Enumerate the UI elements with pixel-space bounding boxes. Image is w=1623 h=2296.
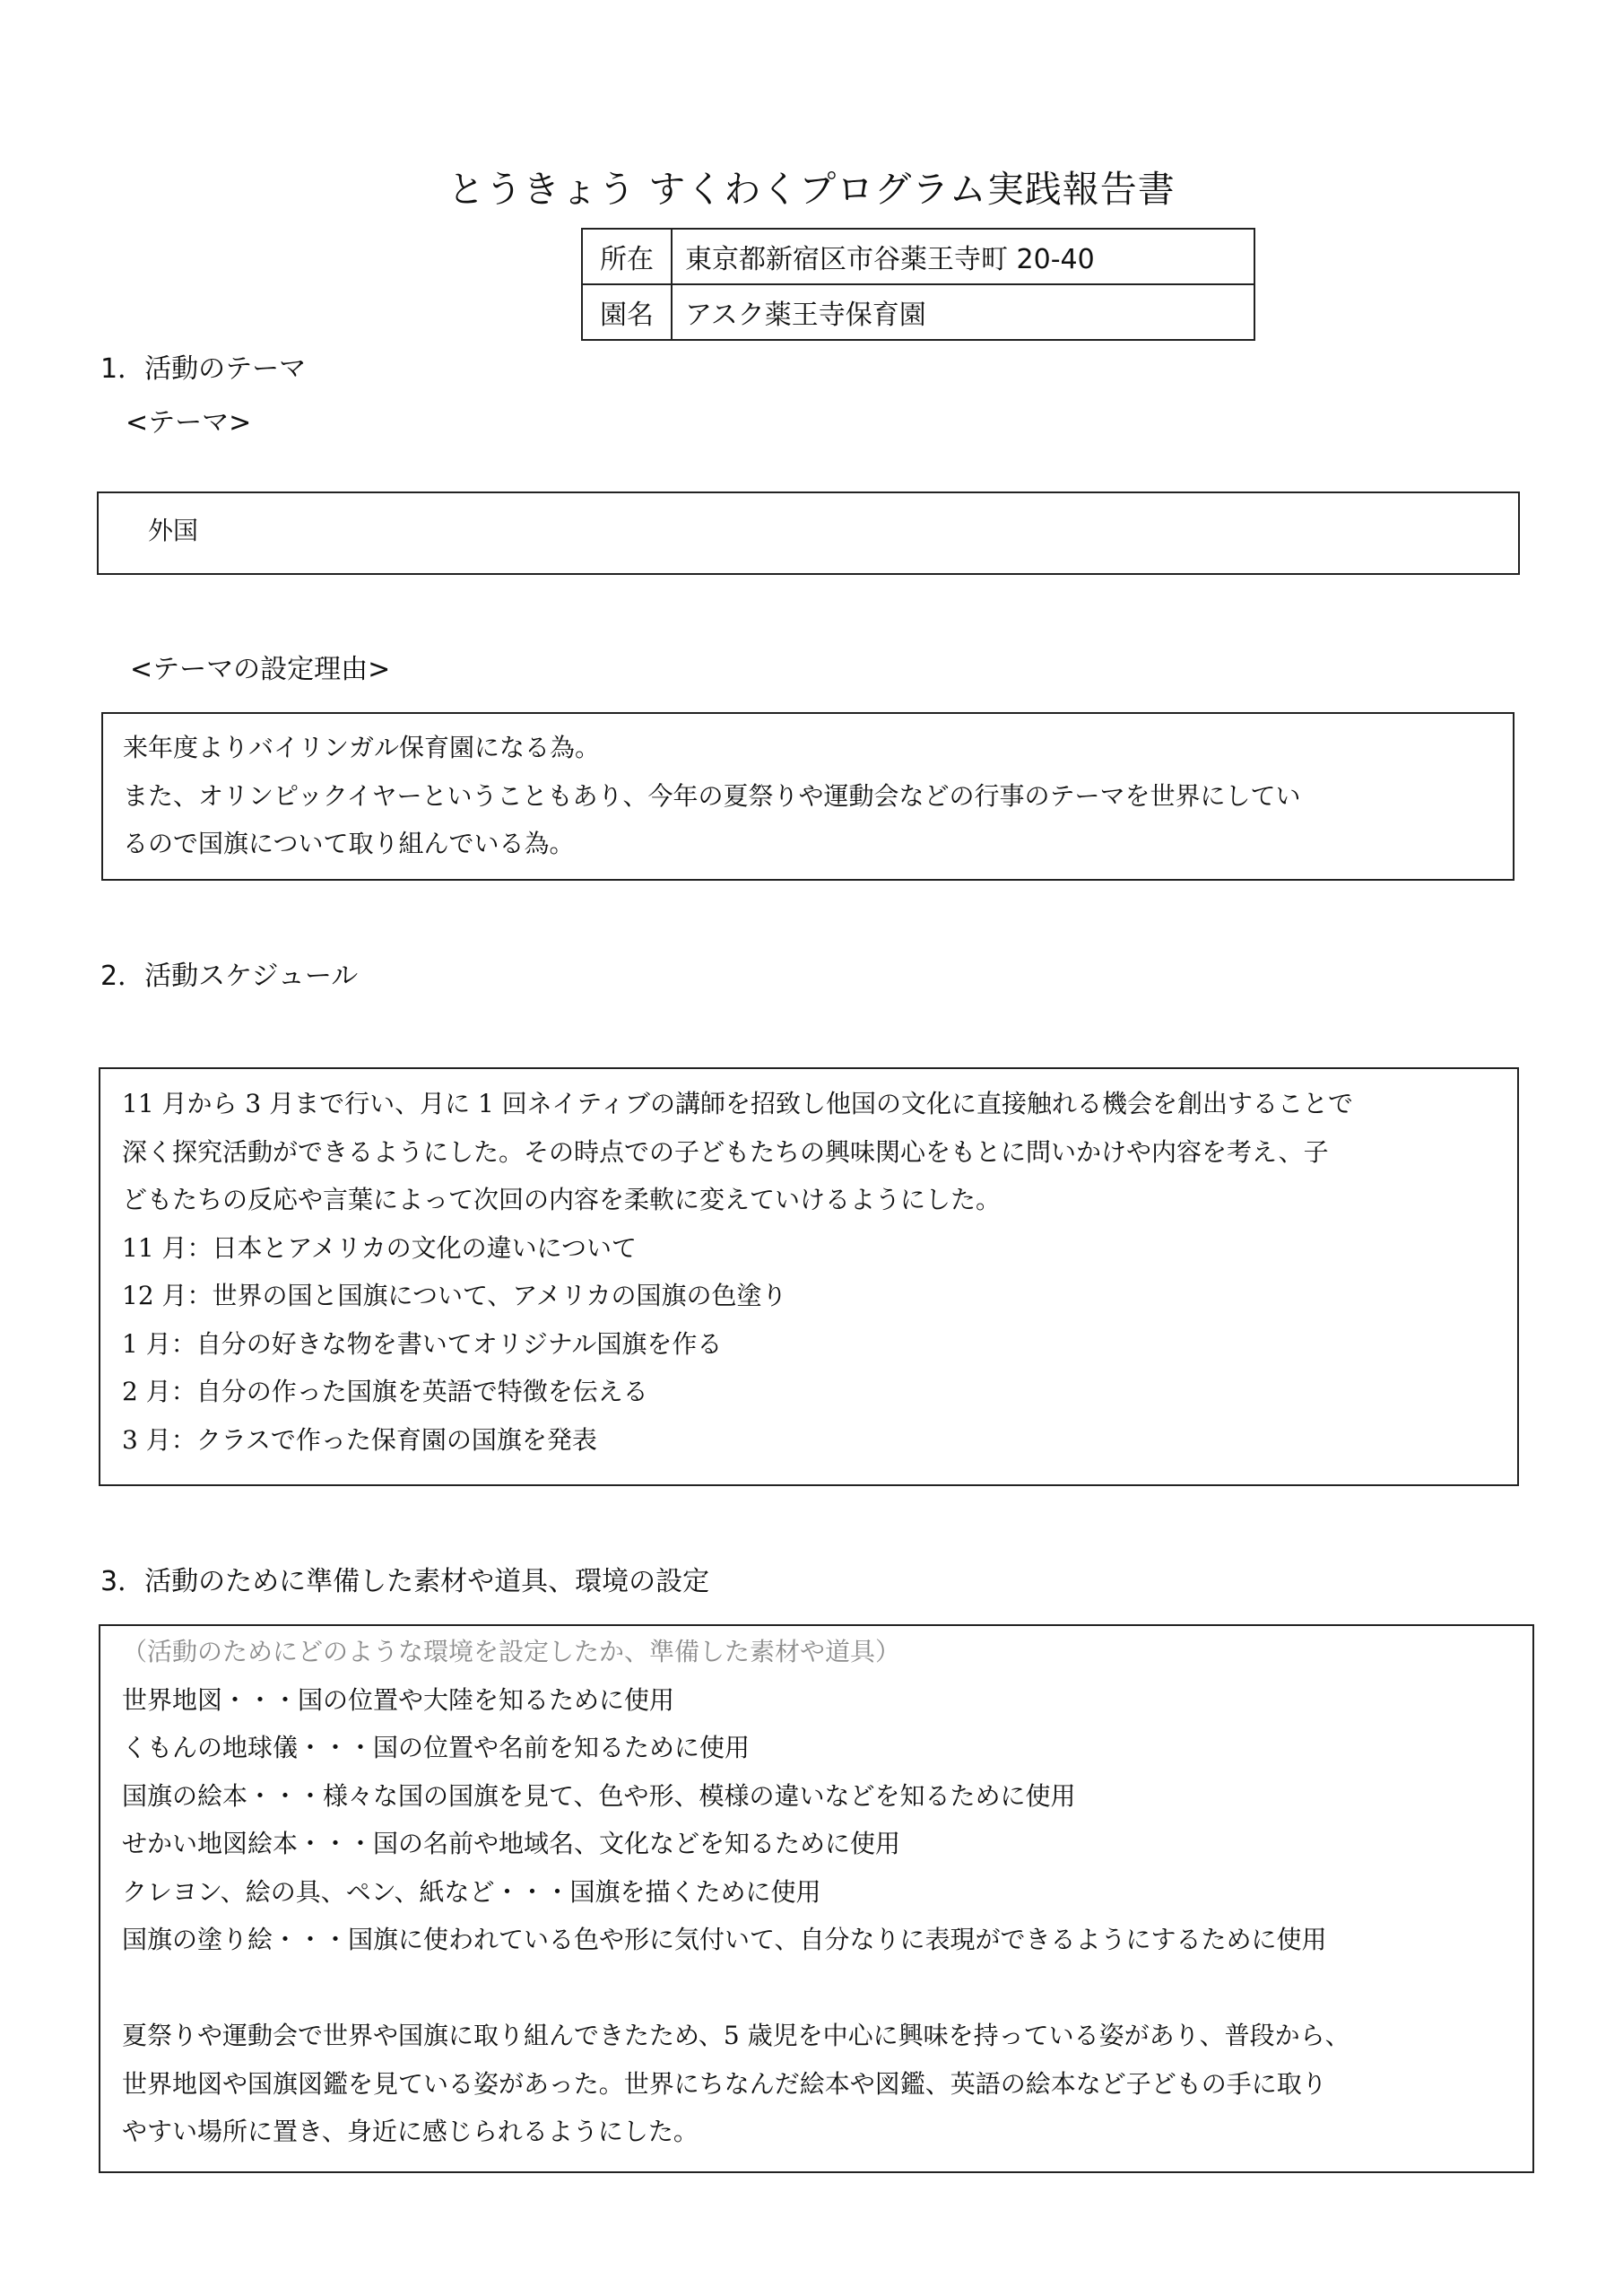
schedule-line: 12 月：世界の国と国旗について、アメリカの国旗の色塗り (122, 1281, 787, 1310)
school-name-label: 園名 (582, 284, 672, 340)
info-row-location (582, 229, 1254, 284)
materials-line: やすい場所に置き、身近に感じられるようにした。 (122, 2117, 699, 2146)
section1-heading: 1．活動のテーマ (100, 353, 307, 385)
schedule-line: 11 月：日本とアメリカの文化の違いについて (122, 1232, 638, 1263)
page-title: とうきょう すくわくプログラム実践報告書 (447, 168, 1176, 211)
reason-box (101, 712, 1515, 881)
schedule-line: 3 月：クラスで作った保育園の国旗を発表 (122, 1424, 597, 1455)
materials-line: 国旗の絵本・・・様々な国の国旗を見て、色や形、模様の違いなどを知るために使用 (122, 1780, 1076, 1811)
info-row-school (582, 284, 1254, 340)
materials-line: 世界地図・・・国の位置や大陸を知るために使用 (122, 1684, 675, 1715)
section3-heading: 3．活動のために準備した素材や道具、環境の設定 (100, 1566, 710, 1597)
materials-box (99, 1624, 1534, 2173)
materials-line: 国旗の塗り絵・・・国旗に使われている色や形に気付いて、自分なりに表現ができるようにするために使用 (122, 1925, 1327, 1954)
materials-line: 世界地図や国旗図鑑を見ている姿があった。世界にちなんだ絵本や図鑑、英語の絵本など子どもの手に取り (122, 2068, 1327, 2099)
schedule-line: 1 月：自分の好きな物を書いてオリジナル国旗を作る (122, 1328, 723, 1359)
theme-box (97, 491, 1520, 575)
reason-line: 来年度よりバイリンガル保育園になる為。 (123, 733, 601, 762)
materials-hint: （活動のためにどのような環境を設定したか、準備した素材や道具） (122, 1637, 901, 1666)
info-table (581, 228, 1255, 341)
schedule-line: 11 月から 3 月まで行い、月に 1 回ネイティブの講師を招致し他国の文化に直接触れる機会を創出することで (122, 1089, 1353, 1118)
theme-label: <テーマ> (126, 407, 252, 439)
reason-line: また、オリンピックイヤーということもあり、今年の夏祭りや運動会などの行事のテーマを世界にしてい (123, 780, 1301, 811)
school-name-value: アスク薬王寺保育園 (672, 284, 1254, 340)
materials-line: クレヨン、絵の具、ペン、紙など・・・国旗を描くために使用 (122, 1876, 821, 1907)
theme-value: 外国 (148, 516, 199, 545)
schedule-line: どもたちの反応や言葉によって次回の内容を柔軟に変えていけるようにした。 (122, 1185, 1002, 1214)
section2-heading: 2．活動スケジュール (100, 961, 359, 992)
materials-line: くもんの地球儀・・・国の位置や名前を知るために使用 (122, 1733, 751, 1762)
reason-label: <テーマの設定理由> (130, 654, 391, 685)
schedule-line: 深く探究活動ができるようにした。その時点での子どもたちの興味関心をもとに問いかけや内容を考え、子 (122, 1136, 1329, 1167)
materials-line: 夏祭りや運動会で世界や国旗に取り組んできたため、5 歳児を中心に興味を持っている姿があり、普段から、 (122, 2021, 1350, 2050)
location-label: 所在 (582, 229, 672, 284)
materials-line: せかい地図絵本・・・国の名前や地域名、文化などを知るために使用 (122, 1829, 901, 1858)
materials-blank-line (122, 1964, 1532, 2013)
schedule-line: 2 月：自分の作った国旗を英語で特徴を伝える (122, 1377, 648, 1406)
schedule-box (99, 1067, 1519, 1486)
reason-line: るので国旗について取り組んでいる為。 (123, 829, 575, 858)
location-value: 東京都新宿区市谷薬王寺町 20-40 (672, 229, 1254, 284)
